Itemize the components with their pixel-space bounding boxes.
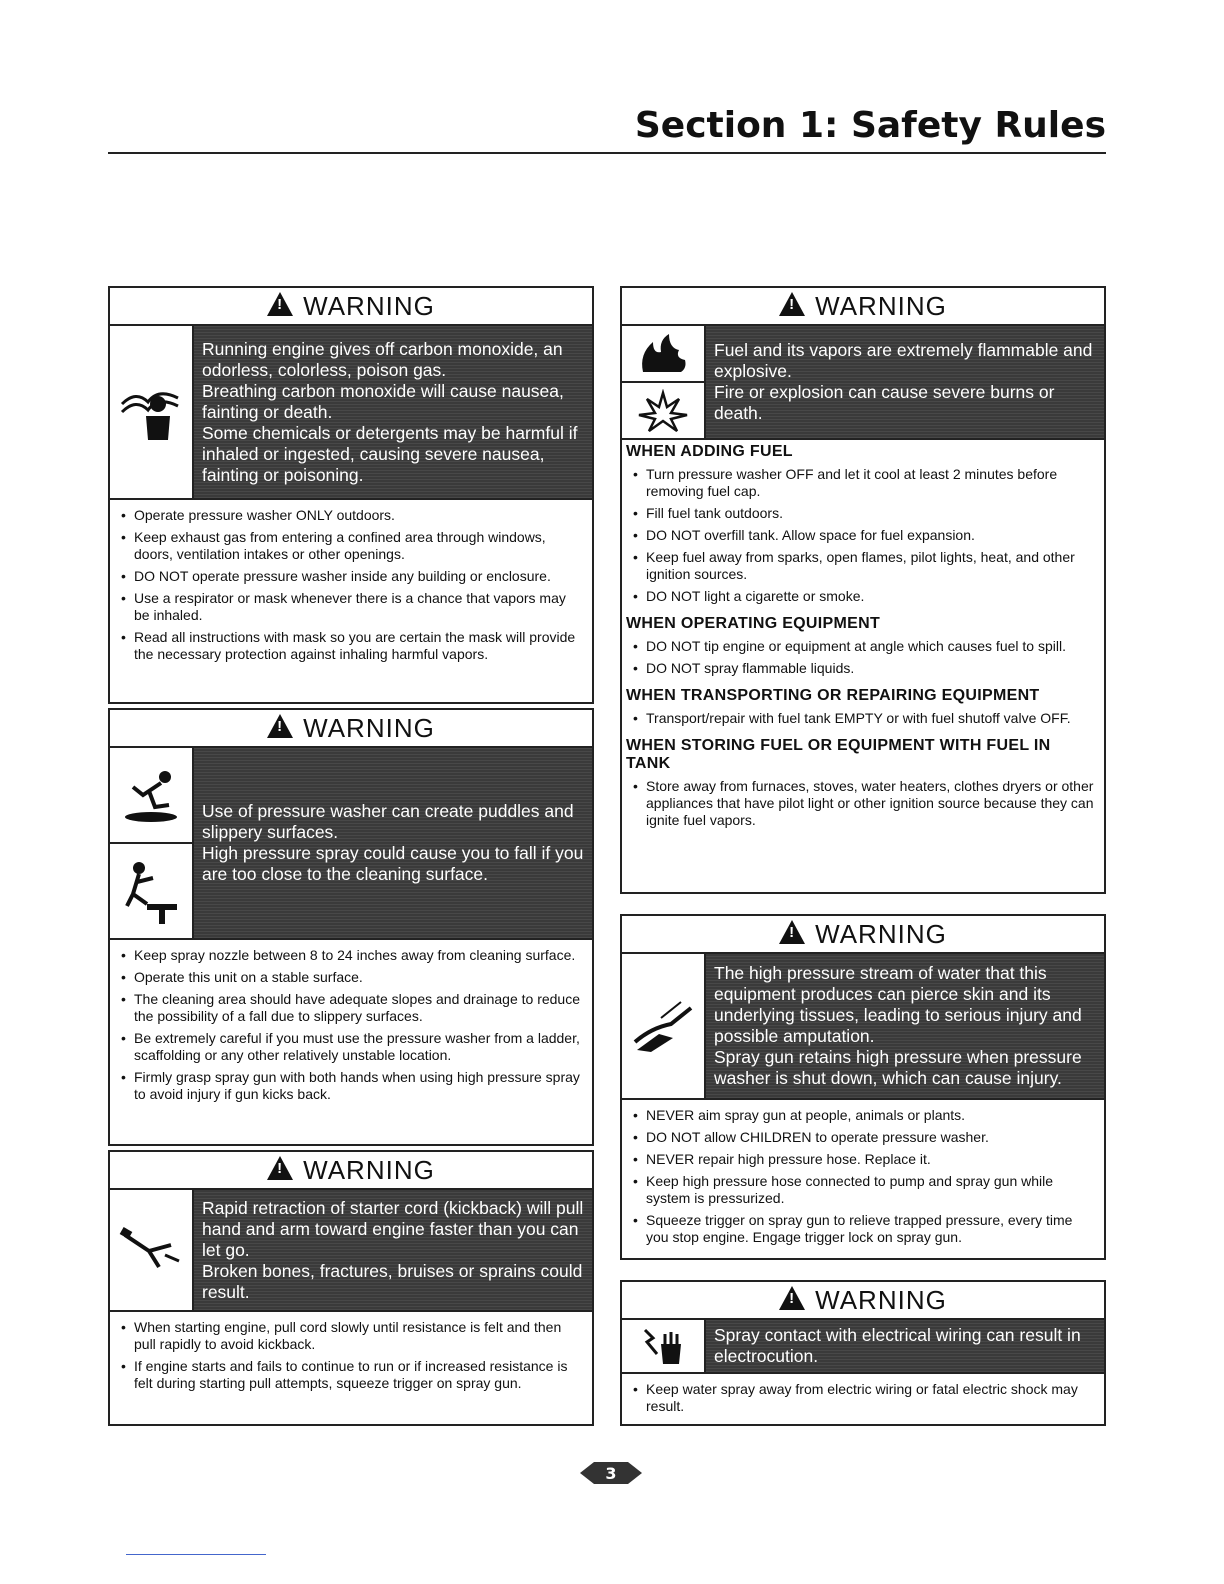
electric-shock-icon bbox=[622, 1320, 704, 1372]
warning-heading: ! WARNING bbox=[110, 710, 592, 746]
hazard-text: Running engine gives off carbon monoxide, an odorless, colorless, poison gas. Breathing carbon monoxide will cause nausea, fainting or death. Some chemicals or detergents may be harmful if inhaled or ingested, causing severe nausea, fainting or poisoning. bbox=[194, 326, 592, 498]
list-item: • Transport/repair with fuel tank EMPTY or with fuel shutoff valve OFF. bbox=[646, 710, 1094, 727]
warning-triangle-icon bbox=[267, 292, 293, 316]
page-number: 3 bbox=[605, 1464, 617, 1483]
warning-triangle-icon bbox=[267, 714, 293, 738]
list-item: • NEVER aim spray gun at people, animals or plants. bbox=[646, 1107, 1094, 1124]
list-item: • Operate pressure washer ONLY outdoors. bbox=[134, 507, 582, 524]
explosion-icon bbox=[622, 381, 704, 438]
hazard-panel bbox=[110, 324, 592, 498]
precaution-list bbox=[110, 938, 592, 1112]
precaution-list bbox=[622, 633, 1104, 684]
warning-heading: ! WARNING bbox=[622, 288, 1104, 324]
hazard-panel bbox=[622, 324, 1104, 440]
section-heading: WHEN TRANSPORTING OR REPAIRING EQUIPMENT bbox=[626, 687, 1040, 704]
hazard-text: Rapid retraction of starter cord (kickback) will pull hand and arm toward engine faster than you can let go. Broken bones, fractures, bruises or sprains could result. bbox=[194, 1190, 592, 1310]
list-item: • Be extremely careful if you must use the pressure washer from a ladder, scaffolding or any other relatively unstable location. bbox=[134, 1030, 582, 1064]
slip-fall-icon bbox=[110, 748, 192, 842]
warning-triangle-icon bbox=[779, 292, 805, 316]
list-item: • Store away from furnaces, stoves, water heaters, clothes dryers or other appliances that have pilot light or other ignition source because they can ignite fuel vapors. bbox=[646, 778, 1094, 829]
hazard-text: Spray contact with electrical wiring can result in electrocution. bbox=[706, 1320, 1104, 1372]
hazard-panel bbox=[622, 1318, 1104, 1372]
precaution-list bbox=[622, 1372, 1104, 1424]
list-item: • Fill fuel tank outdoors. bbox=[646, 505, 1094, 522]
list-item: • Keep high pressure hose connected to pump and spray gun while system is pressurized. bbox=[646, 1173, 1094, 1207]
spray-fall-icon bbox=[110, 842, 192, 938]
precaution-list bbox=[110, 498, 592, 672]
kickback-icon bbox=[110, 1190, 192, 1310]
page-number-badge bbox=[580, 1460, 642, 1486]
list-item: • Read all instructions with mask so you are certain the mask will provide the necessary protection against inhaling harmful vapors. bbox=[134, 629, 582, 663]
warning-box-electrocution bbox=[620, 1280, 1106, 1426]
list-item: • Use a respirator or mask whenever there is a chance that vapors may be inhaled. bbox=[134, 590, 582, 624]
list-item: • Squeeze trigger on spray gun to relieve trapped pressure, every time you stop engine. Engage trigger lock on spray gun. bbox=[646, 1212, 1094, 1246]
section-heading: WHEN ADDING FUEL bbox=[626, 443, 793, 460]
list-item: • DO NOT spray flammable liquids. bbox=[646, 660, 1094, 677]
warning-heading: ! WARNING bbox=[110, 1152, 592, 1188]
list-item: • Keep spray nozzle between 8 to 24 inches away from cleaning surface. bbox=[134, 947, 582, 964]
section-heading: WHEN OPERATING EQUIPMENT bbox=[626, 615, 881, 632]
warning-heading: ! WARNING bbox=[622, 916, 1104, 952]
list-item: • DO NOT tip engine or equipment at angle which causes fuel to spill. bbox=[646, 638, 1094, 655]
hazard-panel bbox=[110, 746, 592, 938]
list-item: • DO NOT light a cigarette or smoke. bbox=[646, 588, 1094, 605]
list-item: • DO NOT operate pressure washer inside any building or enclosure. bbox=[134, 568, 582, 585]
list-item: • Turn pressure washer OFF and let it cool at least 2 minutes before removing fuel cap. bbox=[646, 466, 1094, 500]
hazard-panel bbox=[622, 952, 1104, 1098]
list-item: • The cleaning area should have adequate slopes and drainage to reduce the possibility of a fall due to slippery surfaces. bbox=[134, 991, 582, 1025]
skin-injection-icon bbox=[622, 954, 704, 1098]
hazard-panel bbox=[110, 1188, 592, 1310]
warning-box-carbon-monoxide bbox=[108, 286, 594, 704]
list-item: • When starting engine, pull cord slowly until resistance is felt and then pull rapidly to avoid kickback. bbox=[134, 1319, 582, 1353]
list-item: • Operate this unit on a stable surface. bbox=[134, 969, 582, 986]
precaution-list bbox=[622, 773, 1104, 836]
list-item: • NEVER repair high pressure hose. Replace it. bbox=[646, 1151, 1094, 1168]
list-item: • DO NOT overfill tank. Allow space for fuel expansion. bbox=[646, 527, 1094, 544]
warning-box-slippery-surfaces bbox=[108, 708, 594, 1146]
warning-triangle-icon bbox=[779, 920, 805, 944]
warning-box-kickback bbox=[108, 1150, 594, 1426]
warning-heading: ! WARNING bbox=[622, 1282, 1104, 1318]
hazard-text: Use of pressure washer can create puddles and slippery surfaces. High pressure spray could cause you to fall if you are too close to the cleaning surface. bbox=[194, 748, 592, 938]
footer-line bbox=[126, 1554, 266, 1555]
warning-triangle-icon bbox=[779, 1286, 805, 1310]
warning-heading: ! WARNING bbox=[110, 288, 592, 324]
precaution-list bbox=[110, 1310, 592, 1401]
list-item: • Keep fuel away from sparks, open flames, pilot lights, heat, and other ignition sources. bbox=[646, 549, 1094, 583]
warning-box-fuel bbox=[620, 286, 1106, 894]
list-item: • Firmly grasp spray gun with both hands when using high pressure spray to avoid injury if gun kicks back. bbox=[134, 1069, 582, 1103]
list-item: • DO NOT allow CHILDREN to operate pressure washer. bbox=[646, 1129, 1094, 1146]
precaution-list bbox=[622, 1098, 1104, 1255]
hazard-text: The high pressure stream of water that this equipment produces can pierce skin and its underlying tissues, leading to serious injury and possible amputation. Spray gun retains high pressure when pressure washer is shut down, which can cause injury. bbox=[706, 954, 1104, 1098]
list-item: • If engine starts and fails to continue to run or if increased resistance is felt during starting pull attempts, squeeze trigger on spray gun. bbox=[134, 1358, 582, 1392]
page-title: Section 1: Safety Rules bbox=[634, 105, 1106, 146]
precaution-list bbox=[622, 461, 1104, 612]
hazard-text: Fuel and its vapors are extremely flammable and explosive. Fire or explosion can cause severe burns or death. bbox=[706, 326, 1104, 438]
title-rule bbox=[108, 152, 1106, 154]
precaution-list bbox=[622, 705, 1104, 734]
fire-icon bbox=[622, 326, 704, 381]
list-item: • Keep water spray away from electric wiring or fatal electric shock may result. bbox=[646, 1381, 1094, 1415]
warning-triangle-icon bbox=[267, 1156, 293, 1180]
section-heading: WHEN STORING FUEL OR EQUIPMENT WITH FUEL IN TANK bbox=[626, 737, 1051, 772]
toxic-fumes-icon bbox=[110, 326, 192, 498]
list-item: • Keep exhaust gas from entering a confined area through windows, doors, ventilation intakes or other openings. bbox=[134, 529, 582, 563]
warning-box-high-pressure-spray bbox=[620, 914, 1106, 1260]
